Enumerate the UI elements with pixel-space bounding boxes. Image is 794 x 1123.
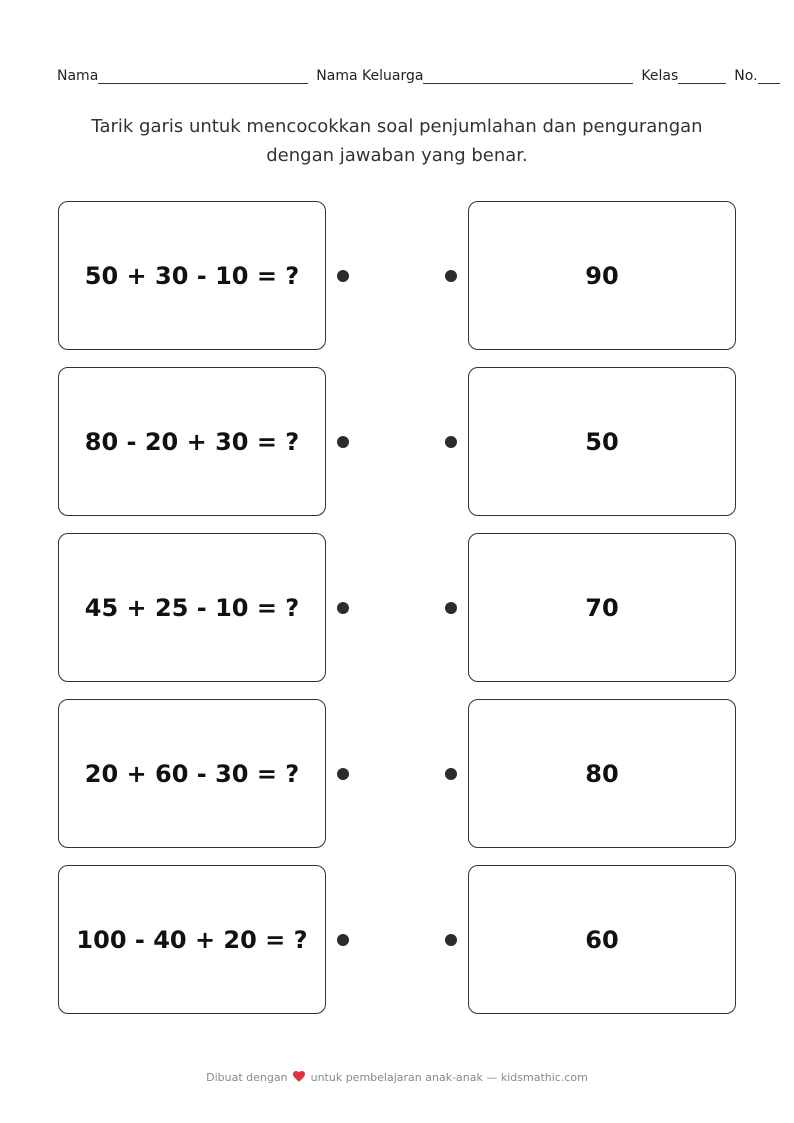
match-row [0, 699, 794, 849]
student-info-header [57, 68, 794, 84]
problem-dot[interactable] [337, 436, 349, 448]
number-label: No. [734, 68, 758, 84]
problem-box: 45 + 25 - 10 = ? [58, 533, 326, 682]
family-name-label: Nama Keluarga [316, 68, 424, 84]
class-line[interactable] [678, 69, 726, 84]
answer-box: 80 [468, 699, 736, 848]
answer-box: 90 [468, 201, 736, 350]
answer-dot[interactable] [445, 768, 457, 780]
footer-text-before: Dibuat dengan [206, 1071, 288, 1084]
match-row [0, 533, 794, 683]
problem-dot[interactable] [337, 270, 349, 282]
match-row [0, 367, 794, 517]
match-row [0, 201, 794, 351]
class-label: Kelas [641, 68, 679, 84]
problem-dot[interactable] [337, 934, 349, 946]
name-label: Nama [57, 68, 99, 84]
problem-box: 20 + 60 - 30 = ? [58, 699, 326, 848]
match-row [0, 865, 794, 1015]
answer-box: 70 [468, 533, 736, 682]
instructions [60, 112, 734, 170]
name-line[interactable] [98, 69, 308, 84]
answer-dot[interactable] [445, 436, 457, 448]
family-name-line[interactable] [423, 69, 633, 84]
number-line[interactable] [758, 69, 780, 84]
answer-box: 50 [468, 367, 736, 516]
footer-text-after: untuk pembelajaran anak-anak — kidsmathic.com [310, 1071, 588, 1084]
problem-dot[interactable] [337, 602, 349, 614]
problem-dot[interactable] [337, 768, 349, 780]
instruction-line-2: dengan jawaban yang benar. [266, 145, 528, 166]
answer-dot[interactable] [445, 270, 457, 282]
heart-icon [293, 1071, 305, 1085]
answer-box: 60 [468, 865, 736, 1014]
footer [0, 1071, 794, 1085]
problem-box: 50 + 30 - 10 = ? [58, 201, 326, 350]
answer-dot[interactable] [445, 602, 457, 614]
instruction-line-1: Tarik garis untuk mencocokkan soal penjumlahan dan pengurangan [91, 116, 703, 137]
problem-box: 80 - 20 + 30 = ? [58, 367, 326, 516]
problem-box: 100 - 40 + 20 = ? [58, 865, 326, 1014]
answer-dot[interactable] [445, 934, 457, 946]
